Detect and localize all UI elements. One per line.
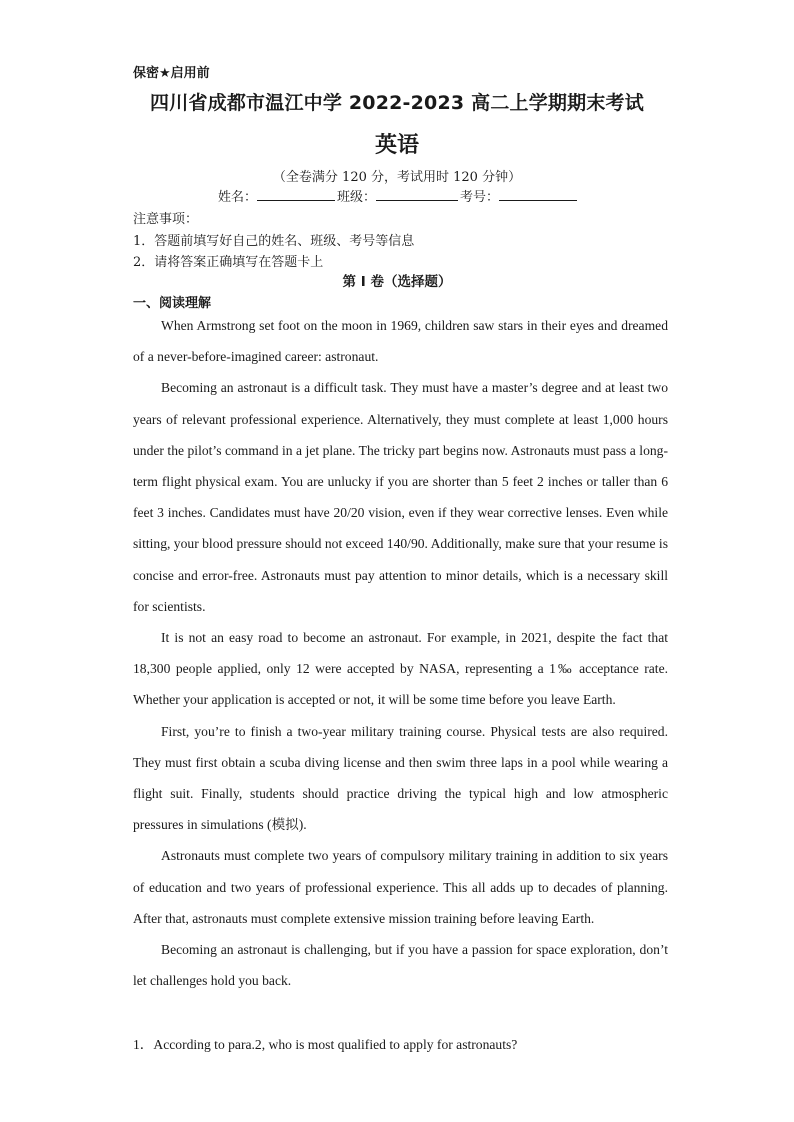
question-1: 1．According to para.2, who is most qualified to apply for astronauts?: [133, 1037, 518, 1052]
volume-title: 第 I 卷（选择题）: [342, 274, 452, 290]
name-label: 姓名：: [218, 190, 258, 205]
passage-paragraph-3: It is not an easy road to become an astronaut. For example, in 2021, despite the fact that 18,300 people applied, only 12 were accepted by NASA, representing a 1‰ acceptance rate. Whether your application is accepted or not, it will be some time before you leave Earth.: [133, 630, 668, 708]
passage-paragraph-5: Astronauts must complete two years of compulsory military training in addition to six years of education and two years of professional experience. This all adds up to decades of planning. After that, astronauts must complete extensive mission training before leaving Earth.: [133, 848, 668, 926]
name-blank[interactable]: [257, 186, 335, 201]
notice-heading: 注意事项：: [133, 212, 199, 227]
student-info-fields: [218, 186, 579, 205]
reading-passage: [133, 310, 668, 996]
notice-item-1: 1．答题前填写好自己的姓名、班级、考号等信息: [133, 234, 415, 249]
subject-title: 英语: [374, 133, 419, 158]
notice-item-2: 2．请将答案正确填写在答题卡上: [133, 255, 324, 270]
number-blank[interactable]: [499, 186, 577, 201]
number-label: 考号：: [460, 190, 500, 205]
class-label: 班级：: [337, 190, 377, 205]
class-blank[interactable]: [376, 186, 458, 201]
passage-paragraph-1: When Armstrong set foot on the moon in 1969, children saw stars in their eyes and dreamed of a never-before-imagined career: astronaut.: [133, 318, 668, 365]
passage-paragraph-4: First, you’re to finish a two-year military training course. Physical tests are also required. They must first obtain a scuba diving license and then swim three laps in a pool while wearing a flight suit. Finally, students should practice driving the typical high and low atmospheric pressures in simulations (模拟).: [133, 723, 668, 833]
exam-info: （全卷满分 120 分，考试用时 120 分钟）: [272, 170, 522, 185]
passage-paragraph-6: Becoming an astronaut is challenging, but if you have a passion for space exploration, don’t let challenges hold you back.: [133, 942, 668, 989]
confidential-label: 保密★启用前: [133, 66, 210, 81]
passage-paragraph-2: Becoming an astronaut is a difficult task. They must have a master’s degree and at least two years of relevant professional experience. Alternatively, they must complete at least 1,000 hours under the pilot’s command in a jet plane. The tricky part begins now. Astronauts must pass a long-term flight physical exam. You are unlucky if you are shorter than 5 feet 2 inches or taller than 6 feet 3 inches. Candidates must have 20/20 vision, even if they wear corrective lenses. Even while sitting, your blood pressure should not exceed 140/90. Additionally, make sure that your resume is concise and error-free. Astronauts must pay attention to minor details, which is a necessary skill for scientists.: [133, 380, 668, 614]
exam-title: 四川省成都市温江中学 2022-2023 高二上学期期末考试: [150, 92, 644, 114]
section-title: 一、阅读理解: [133, 296, 212, 311]
